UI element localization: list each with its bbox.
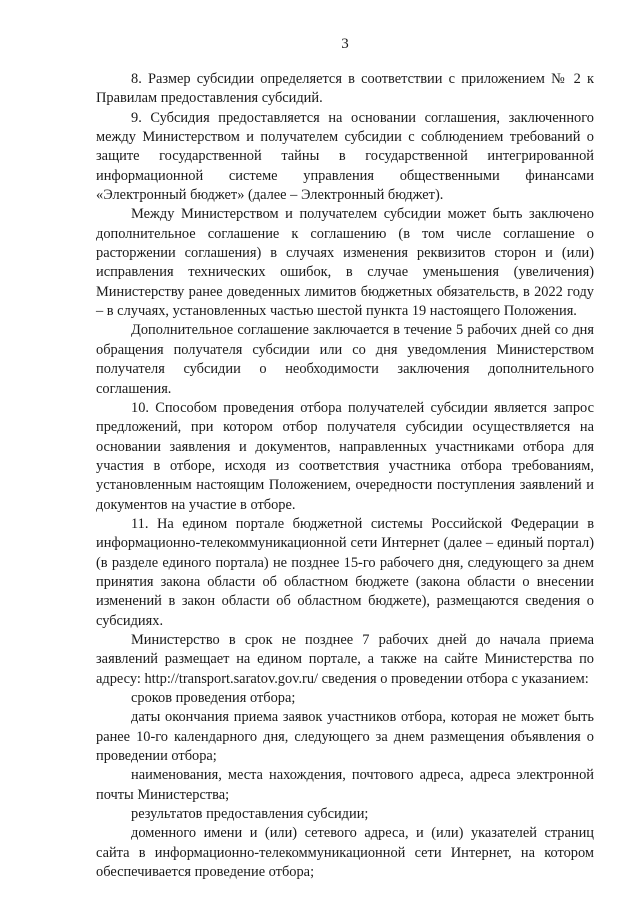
list-item: результатов предоставления субсидии; (131, 806, 369, 823)
paragraph-ministry-announcement: Министерство в срок не позднее 7 рабочих дней до начала приема заявлений размещает на едином портале, а также на сайте Министерства по адресу: http://transport.saratov.gov.ru/ сведения о проведении отбора с указанием: (96, 631, 594, 687)
paragraph-subsidy-size: 8. Размер субсидии определяется в соответствии с приложением № 2 к Правилам предоставления субсидий. (96, 71, 594, 107)
paragraph-additional-agreement: Между Министерством и получателем субсидии может быть заключено дополнительное соглашение к соглашению (в том числе соглашение о расторжении соглашения) в случаях изменения реквизитов сторон и (или) исправления технических ошибок, в случае уменьшения (увеличения) Министерству ранее доведенных лимитов бюджетных обязательств, в 2022 году – в случаях, установленных частью шестой пункта 19 настоящего Положения. (96, 206, 594, 320)
list-item: сроков проведения отбора; (131, 690, 296, 706)
list-item: доменного имени и (или) сетевого адреса, и (или) указателей страниц сайта в информационно-телекоммуникационной сети Интернет, на котором обеспечивается проведение отбора; (96, 825, 594, 881)
paragraph-agreement: 9. Субсидия предоставляется на основании соглашения, заключенного между Министерством и получателем субсидии с соблюдением требований о защите государственной тайны в государственной интегрированной информационной системе управления общественными финансами «Электронный бюджет» (далее – Электронный бюджет). (96, 109, 594, 204)
list-item: наименования, места нахождения, почтового адреса, адреса электронной почты Министерства; (96, 767, 594, 803)
paragraph-additional-agreement-term: Дополнительное соглашение заключается в течение 5 рабочих дней со дня обращения получателя субсидии или со дня уведомления Министерством получателя субсидии о необходимости заключения дополнительного соглашения. (96, 322, 594, 397)
paragraph-unified-portal: 11. На едином портале бюджетной системы Российской Федерации в информационно-телекоммуникационной сети Интернет (далее – единый портал) (в разделе единого портала) не позднее 15-го рабочего дня, следующего за днем принятия закона области об областном бюджете (закона области о внесении изменений в закон области об областном бюджете), размещаются сведения о субсидиях. (96, 515, 594, 629)
list-item: даты окончания приема заявок участников отбора, которая не может быть ранее 10-го календарного дня, следующего за днем размещения объявления о проведении отбора; (96, 709, 594, 765)
document-body (96, 70, 594, 882)
page-number: 3 (341, 36, 349, 52)
paragraph-selection-method: 10. Способом проведения отбора получателей субсидии является запрос предложений, при котором отбор получателя субсидии осуществляется на основании заявления и документов, направленных участниками отбора для участия в отборе, исходя из соответствия участника отбора требованиям, установленным настоящим Положением, очередности поступления заявлений и документов на участие в отборе. (96, 399, 594, 513)
